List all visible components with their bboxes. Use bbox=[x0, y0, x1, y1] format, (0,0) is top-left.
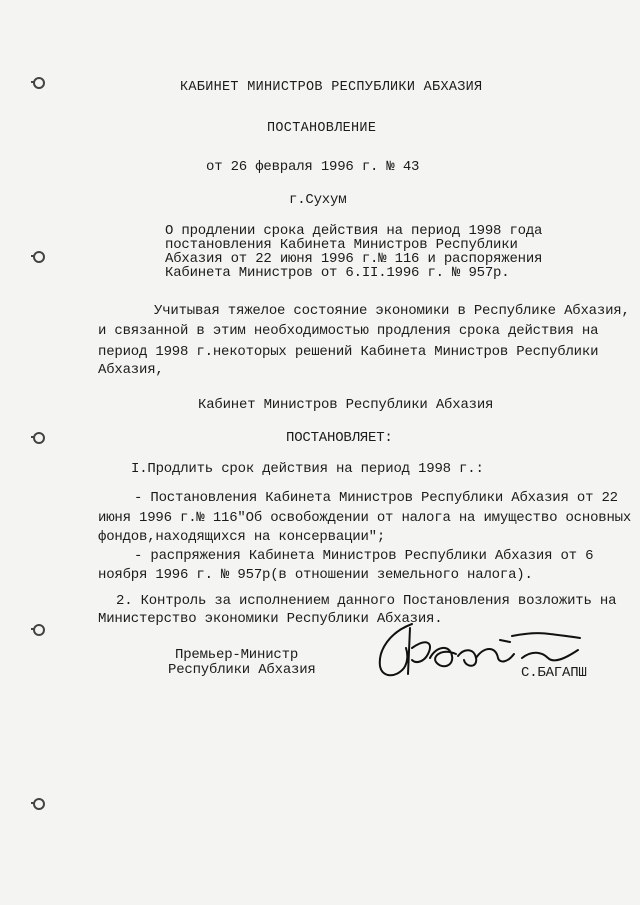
punch-hole-5 bbox=[33, 798, 45, 810]
signatory-title-1: Премьер-Министр bbox=[175, 647, 299, 663]
date-line: от 26 февраля 1996 г. № 43 bbox=[206, 159, 420, 175]
punch-hole-3 bbox=[33, 432, 45, 444]
punch-hole-2 bbox=[33, 251, 45, 263]
preamble-line-3: период 1998 г.некоторых решений Кабинета Министров Республики bbox=[98, 344, 599, 360]
subject-line-1: О продлении срока действия на период 1998 года bbox=[165, 223, 543, 239]
city: г.Сухум bbox=[289, 192, 347, 208]
subject-line-4: Кабинета Министров от 6.II.1996 г. № 957р. bbox=[165, 265, 510, 281]
cabinet-line: Кабинет Министров Республики Абхазия bbox=[198, 397, 494, 413]
preamble-line-2: и связанной в этим необходимостью продления срока действия на bbox=[98, 323, 599, 339]
item2-line-1: 2. Контроль за исполнением данного Постановления возложить на bbox=[116, 593, 617, 609]
signatory-name: С.БАГАПШ bbox=[521, 665, 587, 681]
preamble-line-1: Учитывая тяжелое состояние экономики в Республике Абхазия, bbox=[154, 303, 630, 319]
subject-line-3: Абхазия от 22 июня 1996 г.№ 116 и распоряжения bbox=[165, 251, 543, 267]
org-title: КАБИНЕТ МИНИСТРОВ РЕСПУБЛИКИ АБХАЗИЯ bbox=[180, 80, 483, 95]
item1b-line-1: - распряжения Кабинета Министров Республики Абхазия от 6 bbox=[134, 548, 594, 564]
punch-hole-4 bbox=[33, 624, 45, 636]
doc-type: ПОСТАНОВЛЕНИЕ bbox=[267, 121, 377, 136]
item1a-line-2: июня 1996 г.№ 116"Об освобождении от налога на имущество основных bbox=[98, 510, 632, 526]
signatory-title-2: Республики Абхазия bbox=[168, 662, 316, 678]
punch-hole-1 bbox=[33, 77, 45, 89]
item1-title: I.Продлить срок действия на период 1998 г.: bbox=[131, 461, 484, 477]
resolves-heading: ПОСТАНОВЛЯЕТ: bbox=[286, 430, 393, 446]
preamble-line-4: Абхазия, bbox=[98, 362, 164, 378]
subject-line-2: постановления Кабинета Министров Республики bbox=[165, 237, 518, 253]
item1a-line-3: фондов,находящихся на консервации"; bbox=[98, 529, 386, 545]
item1b-line-2: ноября 1996 г. № 957р(в отношении земельного налога). bbox=[98, 567, 533, 583]
item2-line-2: Министерство экономики Республики Абхазия. bbox=[98, 611, 443, 627]
item1a-line-1: - Постановления Кабинета Министров Республики Абхазия от 22 bbox=[134, 490, 618, 506]
